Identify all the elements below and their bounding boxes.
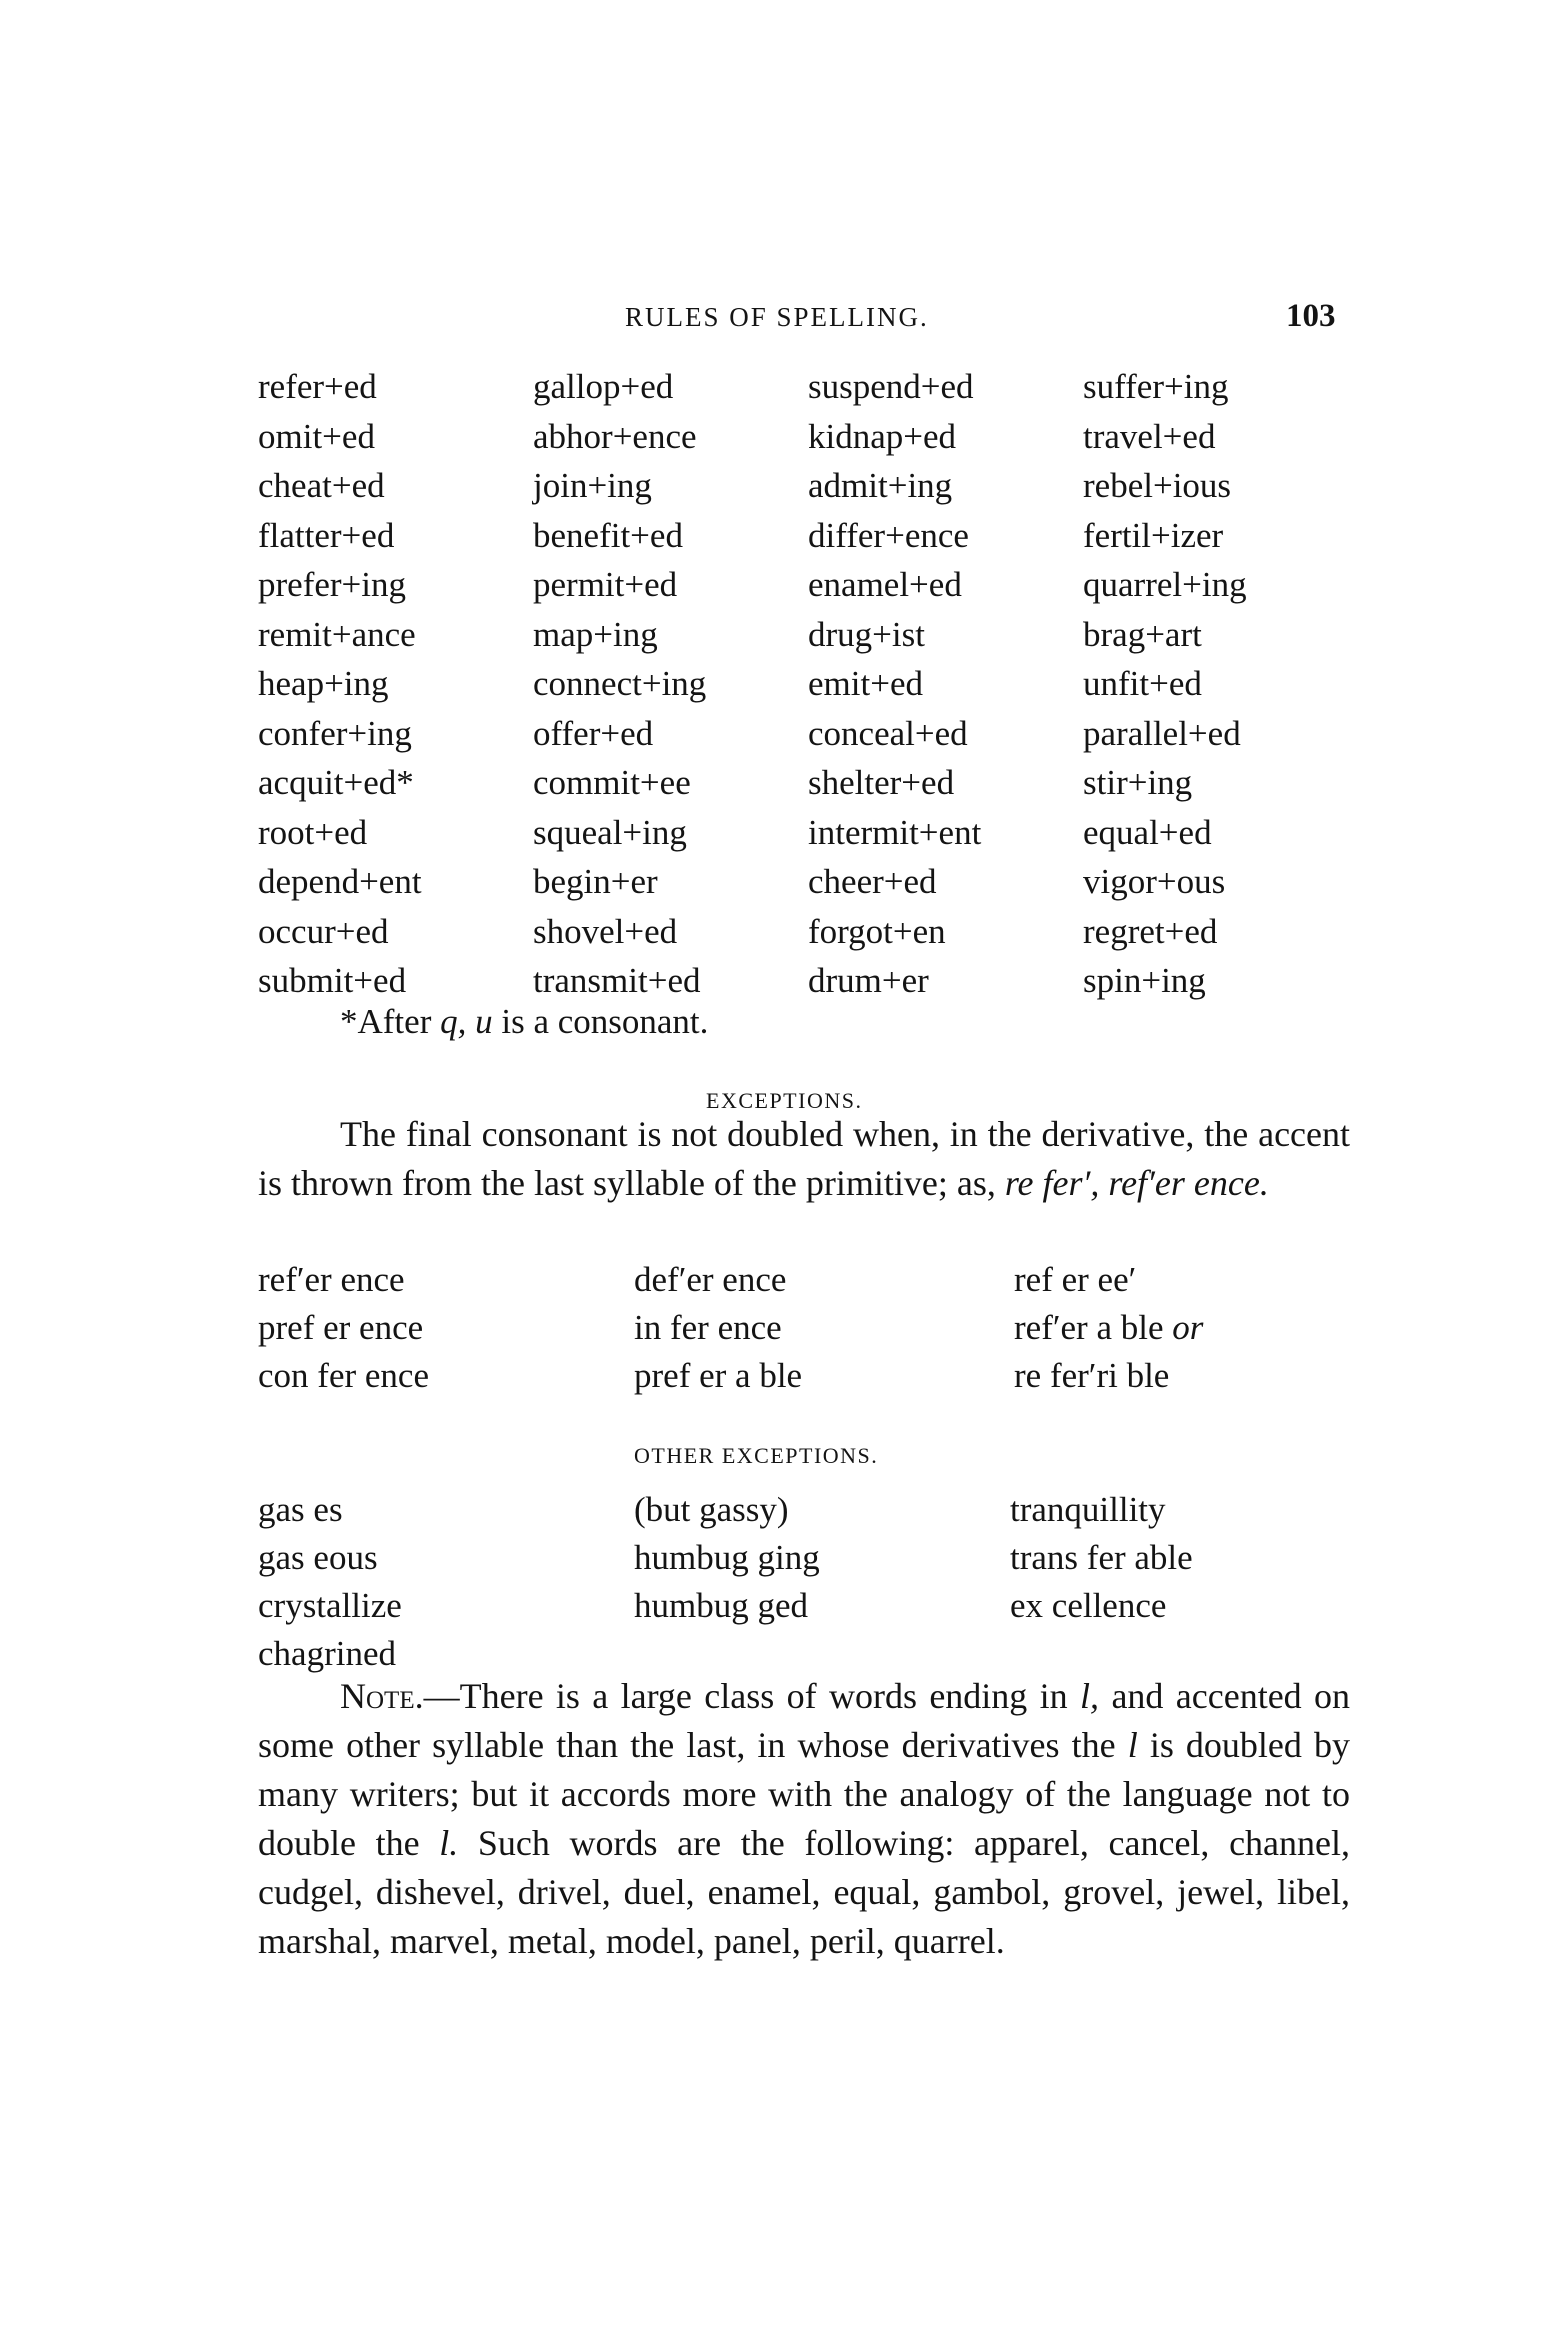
word-cell: pref er ence xyxy=(258,1308,424,1347)
footnote-u: u xyxy=(475,1002,493,1041)
table-cell: occur+ed xyxy=(258,911,389,951)
word-cell: (but gassy) xyxy=(634,1490,789,1529)
table-cell: parallel+ed xyxy=(1083,713,1241,753)
table-cell: brag+art xyxy=(1083,614,1202,654)
table-cell: squeal+ing xyxy=(533,812,687,852)
table-cell: benefit+ed xyxy=(533,515,683,555)
word-cell: con fer ence xyxy=(258,1356,429,1395)
exceptions-column-2 xyxy=(634,1256,802,1400)
or-word: or xyxy=(1172,1308,1204,1347)
word-cell: in fer ence xyxy=(634,1308,782,1347)
table-cell: stir+ing xyxy=(1083,763,1193,802)
table-cell: intermit+ent xyxy=(808,812,982,852)
example-reference: ref′er ence. xyxy=(1108,1163,1269,1203)
word-cell: ref er ee′ xyxy=(1014,1260,1137,1299)
exceptions-column-3 xyxy=(1014,1256,1203,1400)
table-cell: differ+ence xyxy=(808,515,969,555)
table-cell: begin+er xyxy=(533,862,658,901)
word-cell: humbug ged xyxy=(634,1586,809,1625)
table-cell: admit+ing xyxy=(808,466,953,505)
table-cell: transmit+ed xyxy=(533,961,701,1000)
table-cell: omit+ed xyxy=(258,416,375,456)
footnote-q: q, xyxy=(440,1002,467,1041)
word-cell: trans fer able xyxy=(1010,1538,1193,1577)
word-cell: gas es xyxy=(258,1490,343,1529)
note-paragraph xyxy=(258,1672,1350,1966)
table-cell: map+ing xyxy=(533,614,658,654)
running-title: RULES OF SPELLING. xyxy=(625,302,929,332)
table-cell: fertil+izer xyxy=(1083,515,1224,555)
word-text: ref′er a ble xyxy=(1014,1308,1164,1347)
footnote xyxy=(340,1002,708,1042)
table-cell: shovel+ed xyxy=(533,911,678,951)
note-text-3: is doubled by many writers; but it accords more with the analogy of the language not to double the xyxy=(258,1725,1351,1863)
table-cell: submit+ed xyxy=(258,961,407,1000)
word-cell: def′er ence xyxy=(634,1260,787,1299)
note-letter-l: l xyxy=(1127,1725,1138,1765)
table-cell: unfit+ed xyxy=(1083,664,1202,703)
table-cell: suffer+ing xyxy=(1083,367,1229,406)
word-cell: tranquillity xyxy=(1010,1490,1166,1529)
table-cell: connect+ing xyxy=(533,664,707,703)
table-cell: gallop+ed xyxy=(533,367,674,406)
word-cell: humbug ging xyxy=(634,1538,820,1577)
note-text-2: and accented on some other syllable than the last, in whose derivatives the xyxy=(258,1676,1351,1765)
table-cell: conceal+ed xyxy=(808,713,968,753)
exceptions-paragraph xyxy=(258,1110,1350,1208)
table-cell: vigor+ous xyxy=(1083,862,1226,901)
table-cell: enamel+ed xyxy=(808,565,962,604)
word-cell: crystallize xyxy=(258,1586,402,1625)
table-cell: rebel+ious xyxy=(1083,466,1232,505)
table-column-3 xyxy=(808,362,981,1006)
word-cell: chagrined xyxy=(258,1634,396,1673)
table-cell: depend+ent xyxy=(258,862,422,901)
table-cell: quarrel+ing xyxy=(1083,565,1247,604)
footnote-mark: *After xyxy=(340,1002,432,1041)
table-cell: regret+ed xyxy=(1083,911,1218,951)
exceptions-intro: The final consonant is not doubled when, in the derivative, the accent is thrown from the last syllable of the primitive; as, xyxy=(258,1114,1350,1203)
word-cell: ex cellence xyxy=(1010,1586,1167,1625)
table-column-1 xyxy=(258,362,422,1006)
word-cell: re fer′ri ble xyxy=(1014,1356,1170,1395)
table-cell: forgot+en xyxy=(808,911,946,951)
exceptions-heading: EXCEPTIONS. xyxy=(706,1088,863,1113)
note-label: Note. xyxy=(340,1676,424,1716)
other-exceptions-heading: OTHER EXCEPTIONS. xyxy=(634,1443,879,1468)
table-cell: equal+ed xyxy=(1083,812,1212,852)
page-number: 103 xyxy=(1286,298,1336,334)
table-cell: root+ed xyxy=(258,812,368,852)
table-cell: shelter+ed xyxy=(808,763,955,802)
footnote-text: is a consonant. xyxy=(501,1002,709,1041)
table-cell: emit+ed xyxy=(808,664,923,703)
table-cell: abhor+ence xyxy=(533,416,697,456)
note-letter-l: l. xyxy=(439,1823,459,1863)
word-cell: gas eous xyxy=(258,1538,378,1577)
word-cell: pref er a ble xyxy=(634,1356,803,1395)
table-cell: prefer+ing xyxy=(258,565,406,604)
note-letter-l: l, xyxy=(1080,1676,1100,1716)
table-cell: remit+ance xyxy=(258,614,416,654)
note-text-4: Such words are the following: apparel, cancel, channel, cudgel, dishevel, drivel, duel, enamel, equal, gambol, grovel, jewel, libel, marshal, marvel, metal, model, panel, peril, quarrel. xyxy=(258,1823,1351,1961)
table-cell: travel+ed xyxy=(1083,416,1216,456)
table-column-2 xyxy=(533,362,706,1006)
table-cell: kidnap+ed xyxy=(808,416,957,456)
table-cell: commit+ee xyxy=(533,763,691,802)
table-cell: cheat+ed xyxy=(258,466,385,505)
table-cell: confer+ing xyxy=(258,713,412,753)
exceptions-column-1 xyxy=(258,1256,429,1400)
note-text-1: —There is a large class of words ending in xyxy=(423,1676,1068,1716)
table-cell: refer+ed xyxy=(258,367,377,406)
word-cell xyxy=(1014,1304,1203,1352)
table-cell: join+ing xyxy=(533,466,652,505)
table-cell: cheer+ed xyxy=(808,862,937,901)
table-cell: suspend+ed xyxy=(808,367,974,406)
other-exceptions-column-3 xyxy=(1010,1486,1193,1630)
other-exceptions-column-2 xyxy=(634,1486,820,1630)
table-cell: offer+ed xyxy=(533,713,654,753)
table-column-4 xyxy=(1083,362,1247,1006)
table-cell: drum+er xyxy=(808,961,929,1000)
table-cell: heap+ing xyxy=(258,664,389,703)
table-cell: flatter+ed xyxy=(258,515,395,555)
other-exceptions-column-1 xyxy=(258,1486,402,1678)
table-cell: spin+ing xyxy=(1083,961,1206,1000)
word-cell: ref′er ence xyxy=(258,1260,405,1299)
table-cell: acquit+ed* xyxy=(258,763,414,802)
example-refer: re fer′, xyxy=(1004,1163,1100,1203)
table-cell: permit+ed xyxy=(533,565,678,604)
table-cell: drug+ist xyxy=(808,614,925,654)
